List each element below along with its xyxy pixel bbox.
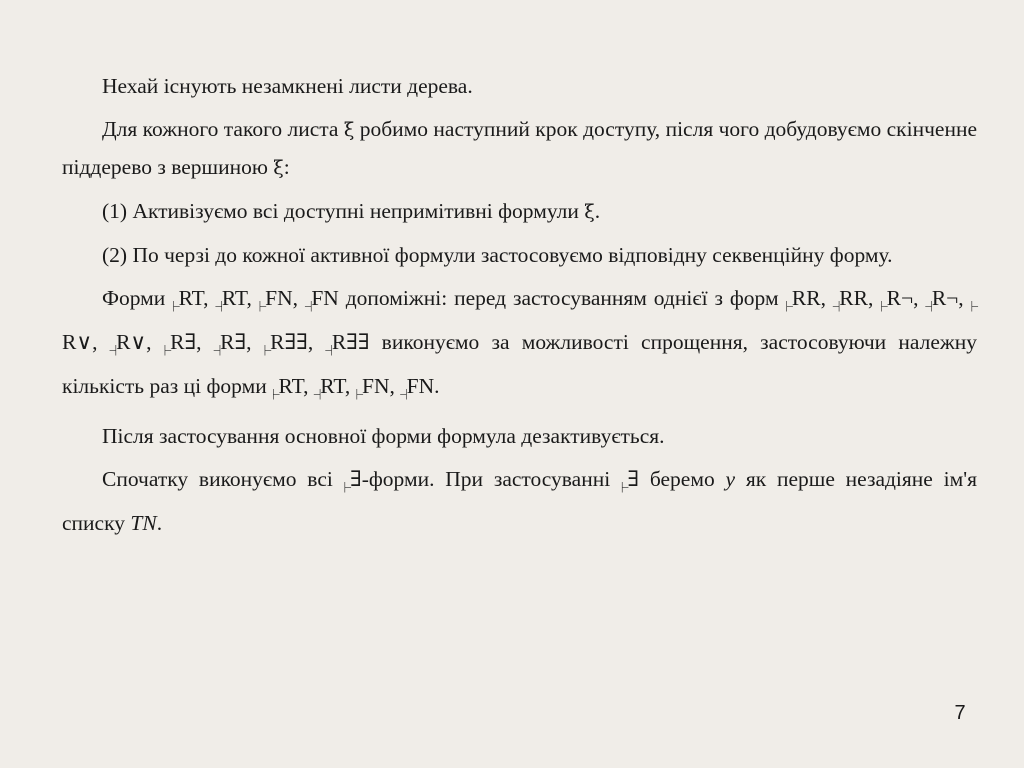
text-run: FN допоміжні: перед застосуванням однієї з форм	[311, 286, 786, 310]
turnstile-subscript: –|	[325, 342, 332, 356]
text-run: R¬,	[886, 286, 926, 310]
turnstile-subscript: –|	[832, 298, 840, 312]
text-run: R∃,	[170, 330, 214, 354]
text-run: Після застосування основної форми формула дезактивується.	[102, 424, 665, 448]
turnstile-subscript: –|	[304, 298, 312, 312]
text-run: .	[156, 511, 163, 535]
turnstile-subscript: –|	[313, 386, 321, 400]
text-run: R∨,	[116, 330, 164, 354]
text-run: R∨,	[62, 330, 110, 354]
paragraph	[62, 193, 977, 231]
text-run: як перше незадіяне ім'я списку	[62, 467, 977, 535]
turnstile-subscript: |–	[343, 479, 351, 493]
text-run: (2) По черзі до кожної активної формули застосовуємо відповідну секвенційну форму.	[102, 243, 893, 267]
turnstile-subscript: –|	[925, 298, 932, 312]
turnstile-subscript: |–	[272, 386, 279, 400]
text-run: FN.	[406, 374, 440, 398]
turnstile-subscript: |–	[263, 342, 271, 356]
symbol: ξ	[273, 157, 284, 179]
symbol: ξ	[584, 201, 595, 223]
paragraph	[62, 280, 977, 412]
text-run: TN	[130, 511, 157, 535]
turnstile-subscript: |–	[621, 479, 628, 493]
text-run: R∃∃,	[270, 330, 326, 354]
text-run: RT,	[278, 374, 314, 398]
slide-number: 7	[954, 702, 966, 724]
text-run: RR,	[791, 286, 833, 310]
text-run: ∃-форми. При застосуванні	[350, 467, 621, 491]
turnstile-subscript: |–	[258, 298, 266, 312]
turnstile-subscript: –|	[400, 386, 407, 400]
text-run: FN,	[362, 374, 401, 398]
paragraph	[62, 418, 977, 455]
text-run: R∃∃ виконуємо за можливості спрощення, застосовуючи належну кількість раз ці форми	[62, 330, 978, 398]
symbol: ξ	[343, 119, 355, 141]
text-run: Форми	[102, 286, 173, 310]
text-run: (1) Активізуємо всі доступні непримітивні формули	[102, 199, 585, 223]
turnstile-subscript: |–	[880, 298, 887, 312]
turnstile-subscript: –|	[215, 298, 222, 312]
turnstile-subscript: –|	[109, 342, 117, 356]
text-run: робимо наступний крок доступу, після чого добудовуємо скінченне піддерево з вершиною	[62, 117, 977, 179]
text-run: Для кожного такого листа	[102, 117, 344, 141]
paragraph	[62, 68, 977, 105]
paragraph	[62, 111, 977, 187]
turnstile-subscript: –|	[213, 342, 221, 356]
text-run: R¬,	[931, 286, 971, 310]
text-run: Спочатку виконуємо всі	[102, 467, 344, 491]
turnstile-subscript: |–	[172, 298, 179, 312]
turnstile-subscript: |–	[785, 298, 792, 312]
turnstile-subscript: |–	[163, 342, 171, 356]
paragraph	[62, 237, 977, 274]
text-run: y	[725, 467, 736, 491]
turnstile-subscript: |–	[355, 386, 363, 400]
text-run: R∃,	[220, 330, 264, 354]
text-run: Нехай існують незамкнені листи дерева.	[102, 74, 473, 98]
turnstile-subscript: |–	[970, 298, 977, 312]
slide-body	[62, 68, 977, 548]
text-run: RT,	[178, 286, 216, 310]
text-run: RT,	[221, 286, 259, 310]
text-run: FN,	[265, 286, 305, 310]
paragraph	[62, 461, 977, 542]
text-run: ∃ беремо	[627, 467, 726, 491]
text-run: .	[594, 199, 601, 223]
text-run: :	[283, 155, 290, 179]
text-run: RT,	[320, 374, 356, 398]
text-run: RR,	[839, 286, 881, 310]
